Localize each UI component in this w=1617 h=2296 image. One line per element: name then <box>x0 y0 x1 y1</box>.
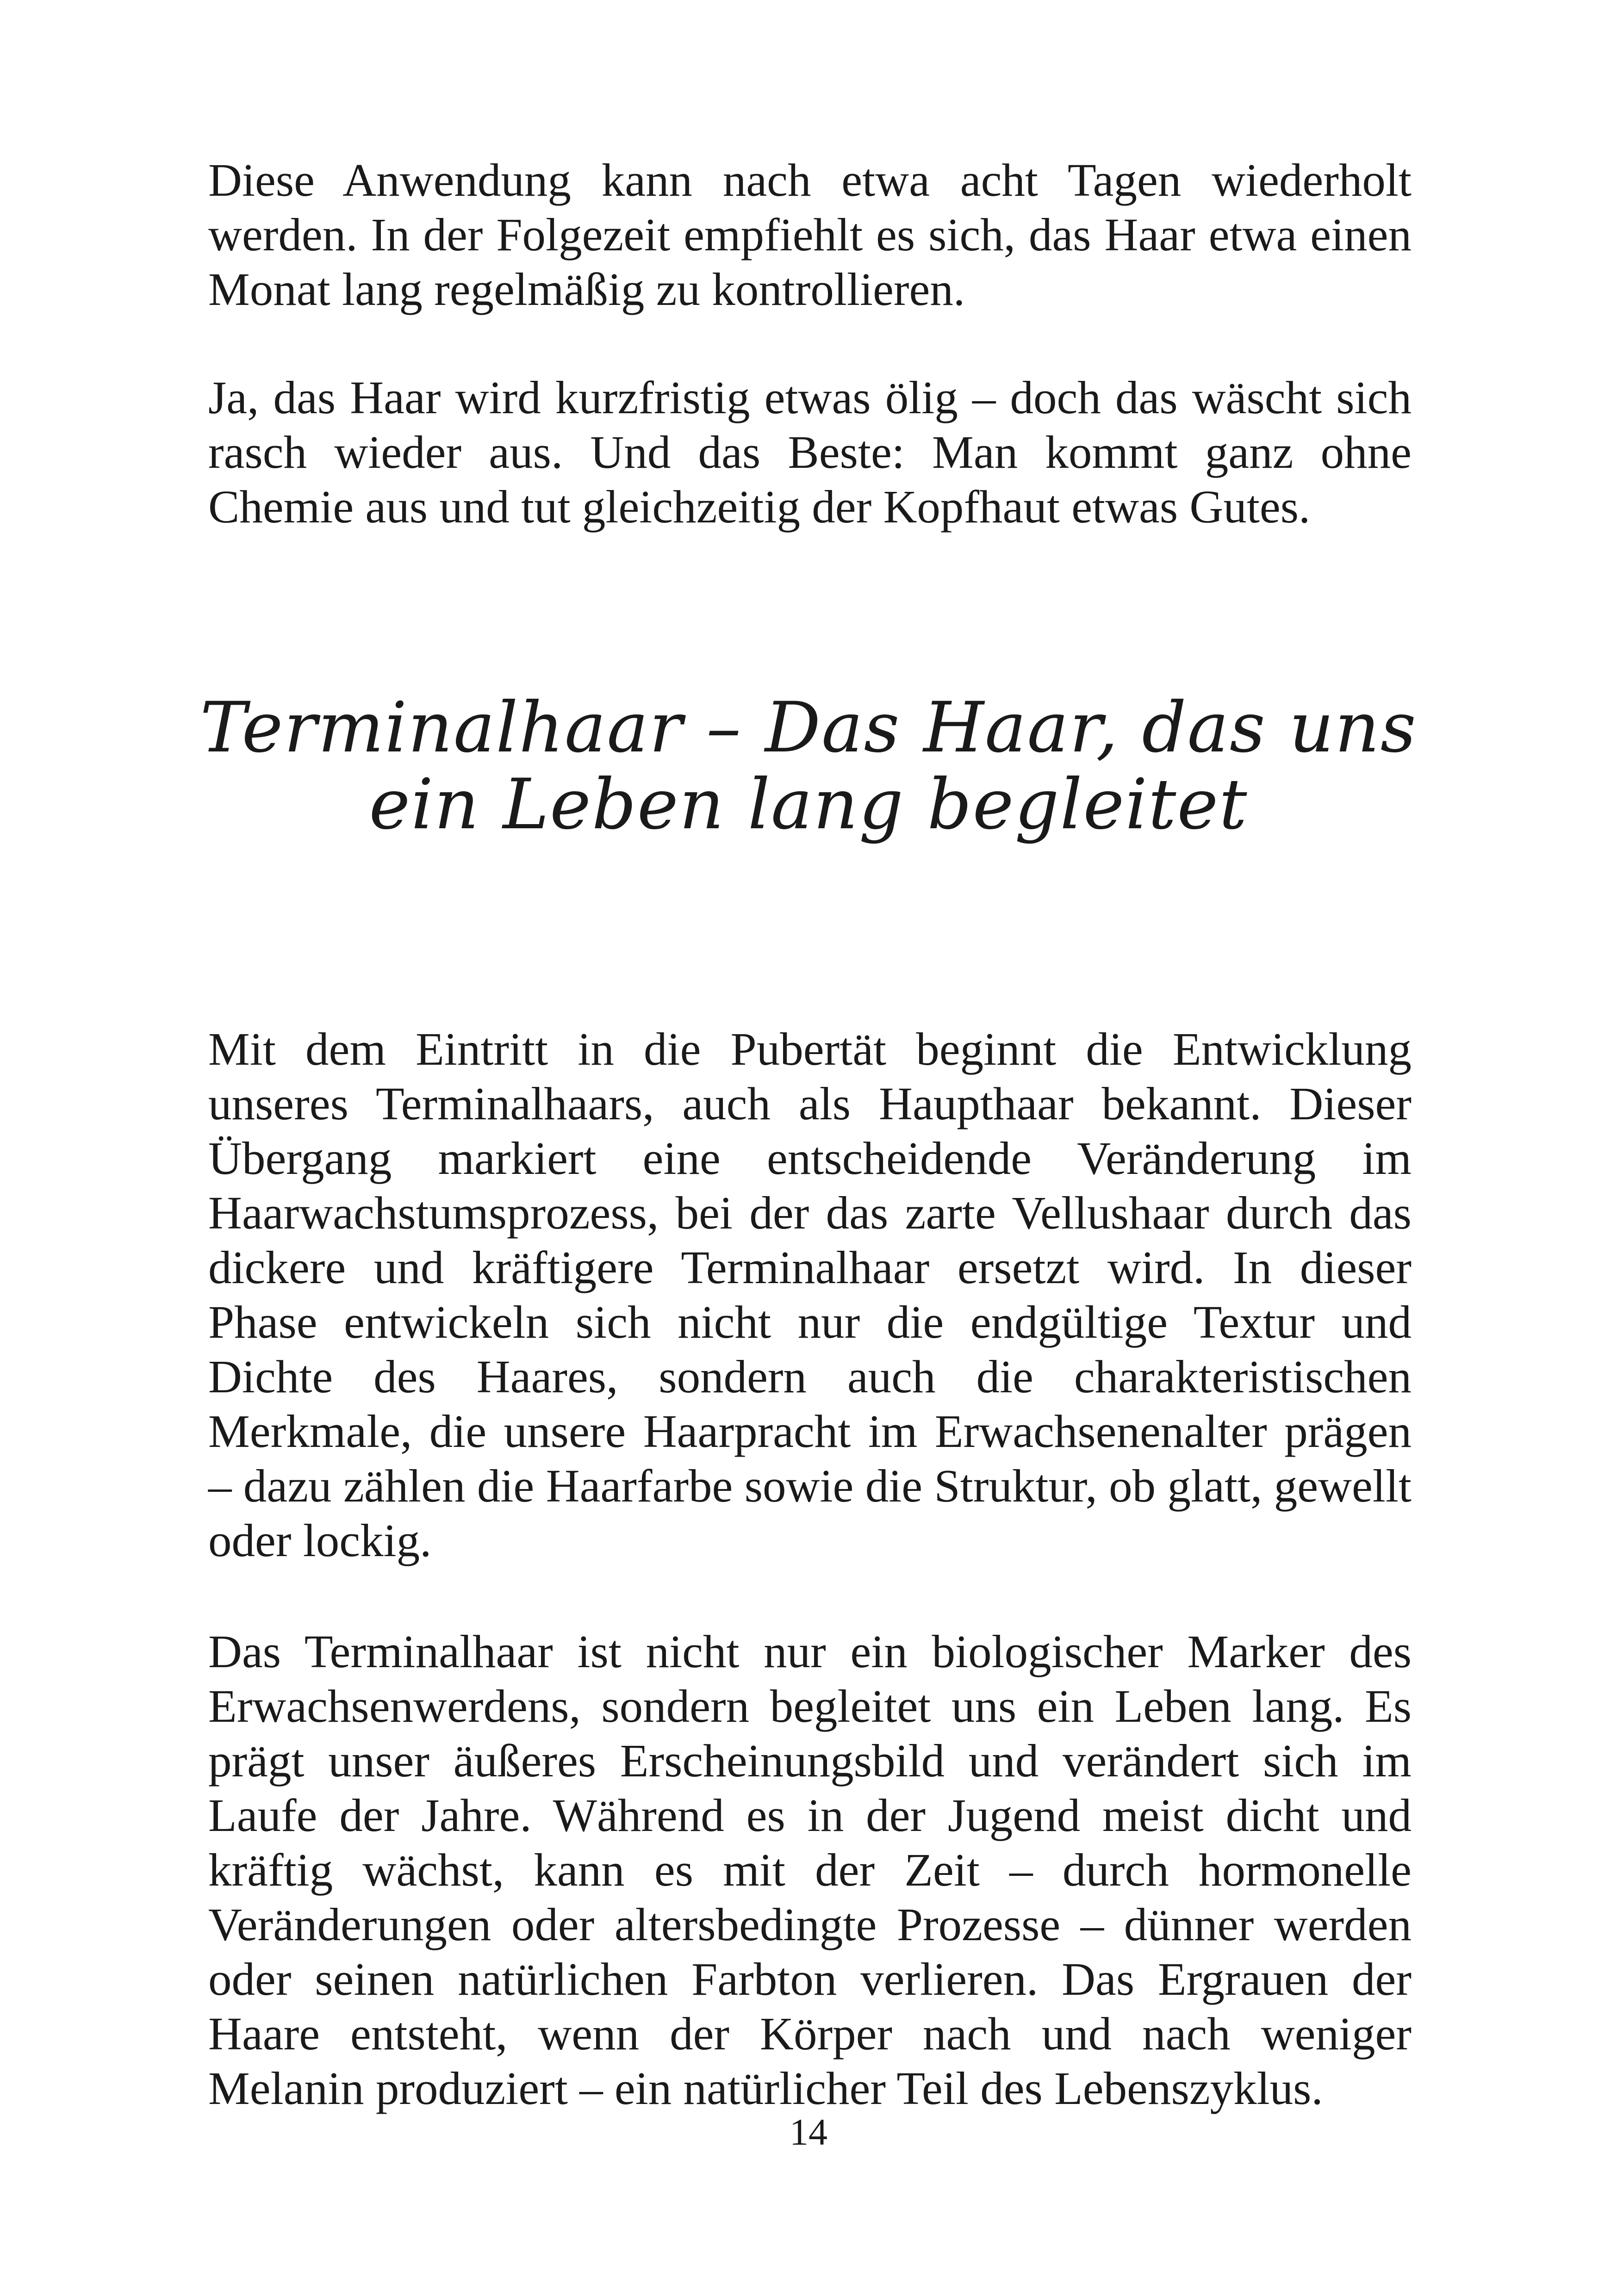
paragraph-terminal-hair-lifelong: Das Terminalhaar ist nicht nur ein biologischer Marker des Erwachsenwerdens, sondern begleitet uns ein Leben lang. Es prägt unser äußeres Erscheinungsbild und verändert sich im Laufe der Jahre. Während es in der Jugend meist dicht und kräftig wächst, kann es mit der Zeit – durch hormonelle Veränderungen oder altersbedingte Prozesse – dünner werden oder seinen natürlichen Farbton verlieren. Das Ergrauen der Haare entsteht, wenn der Körper nach und nach weniger Melanin produziert – ein natürlicher Teil des Lebenszyklus. <box>208 1626 1412 2114</box>
paragraph-puberty-terminal-hair: Mit dem Eintritt in die Pubertät beginnt die Entwicklung unseres Terminalhaars, auch als Haupthaar bekannt. Dieser Übergang markiert eine entscheidende Veränderung im Haarwachstumsprozess, bei der das zarte Vellushaar durch das dickere und kräftigere Terminalhaar ersetzt wird. In dieser Phase entwickeln sich nicht nur die endgültige Textur und Dichte des Haares, sondern auch die charakteristischen Merkmale, die unsere Haarpracht im Erwachsenenalter prägen – dazu zählen die Haarfarbe sowie die Struktur, ob glatt, gewellt oder lockig. <box>208 1023 1412 1566</box>
paragraph-application-repeat: Diese Anwendung kann nach etwa acht Tagen wiederholt werden. In der Folgezeit empfiehlt es sich, das Haar etwa einen Monat lang regelmäßig zu kontrollieren. <box>208 154 1412 315</box>
page-number: 14 <box>790 2111 827 2153</box>
paragraph-oily-hair-note: Ja, das Haar wird kurzfristig etwas ölig – doch das wäscht sich rasch wieder aus. Und das Beste: Man kommt ganz ohne Chemie aus und tut gleichzeitig der Kopfhaut etwas Gutes. <box>208 372 1412 533</box>
section-heading: Terminalhaar – Das Haar, das uns ein Leben lang begleitet <box>200 688 1417 845</box>
